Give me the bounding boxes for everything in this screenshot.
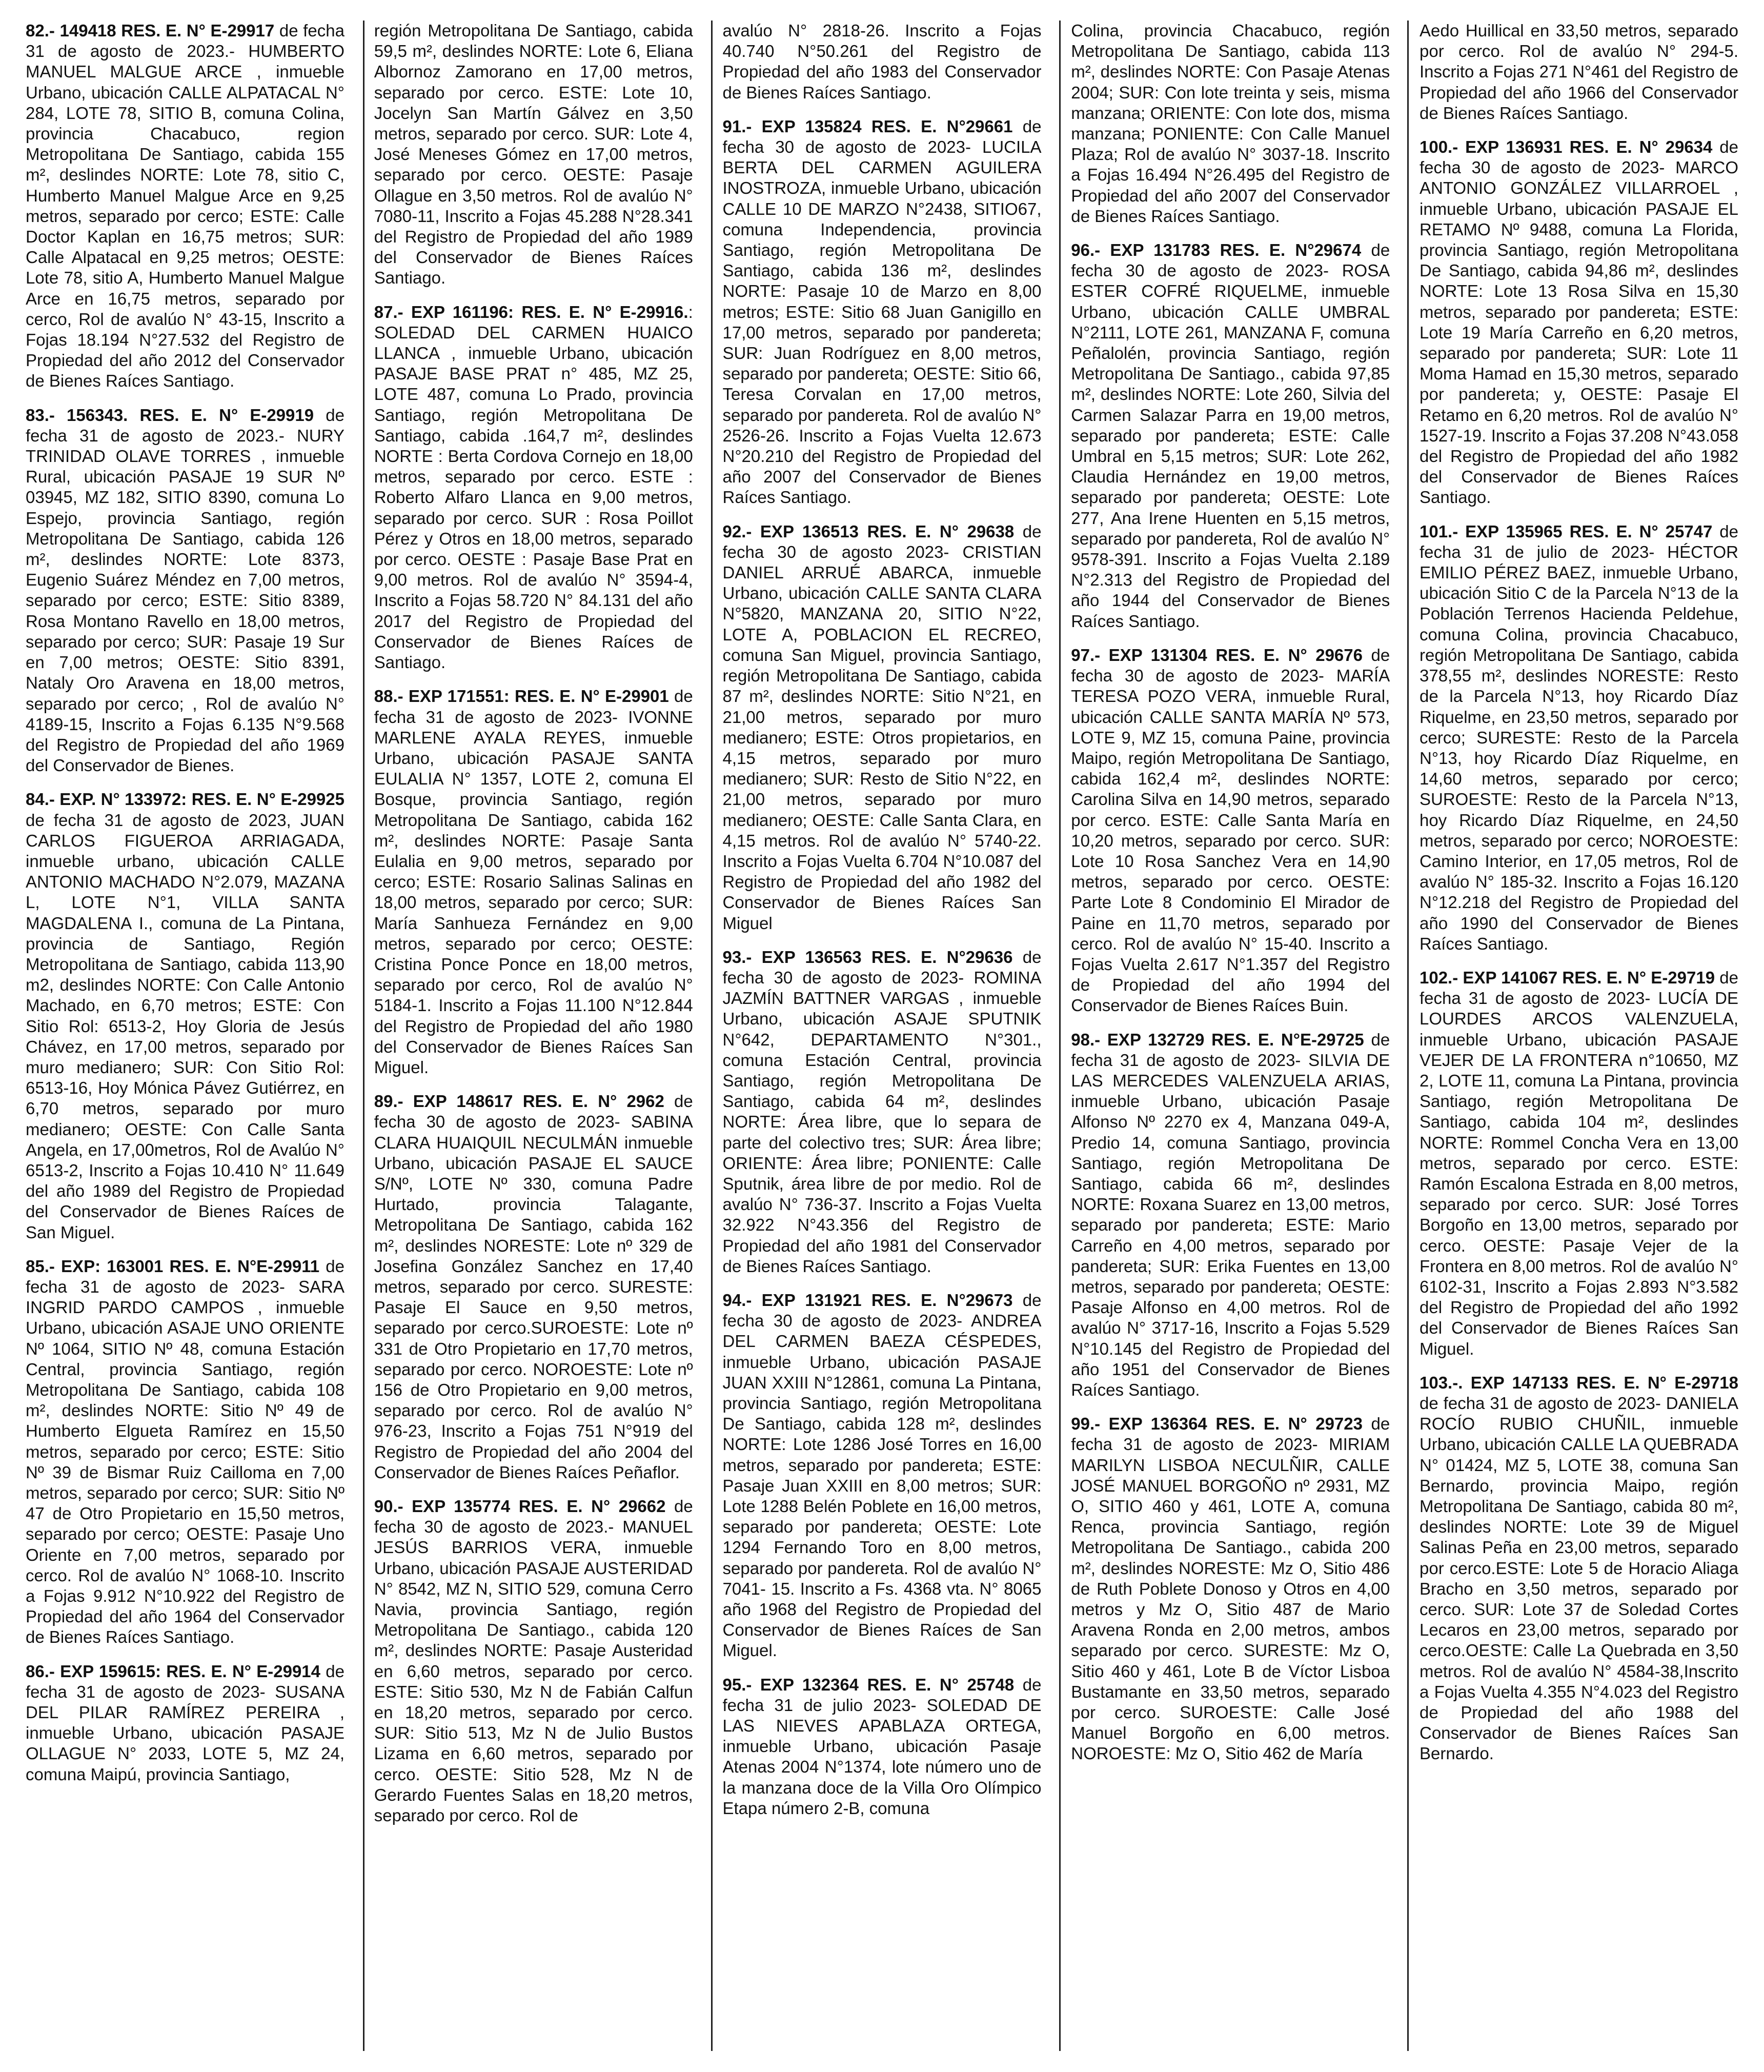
notice-heading: 89.- EXP 148617 RES. E. N° 2962	[374, 1092, 664, 1111]
notice-heading: 86.- EXP 159615: RES. E. N° E-29914	[26, 1661, 321, 1681]
notice-heading: 95.- EXP 132364 RES. E. N° 25748	[722, 1675, 1015, 1694]
notice-entry-90	[374, 1496, 693, 1826]
notice-body: de fecha 31 de agosto de 2023- SILVIA DE LAS MERCEDES VALENZUELA ARIAS, inmueble Urbano, ubicación Pasaje Alfonso Nº 2270 ex 4, Manzana 049-A, Predio 14, comuna Santiago, provincia Santiago, región Metropolitana De Santiago, cabida 66 m², deslindes NORTE: Roxana Suarez en 13,00 metros, separado por pandereta; ESTE: Mario Carreño en 4,00 metros, separado por pandereta; SUR: Erika Fuentes en 13,00 metros, separado por pandereta; OESTE: Pasaje Alfonso en 4,00 metros. Rol de avalúo N° 3717-16, Inscrito a Fojas 5.529 N°10.145 del Registro de Propiedad del año 1951 del Conservador de Bienes Raíces Santiago.	[1071, 1030, 1390, 1399]
notice-entry-102	[1420, 968, 1738, 1359]
notice-entry-97	[1071, 645, 1390, 1016]
notice-entry-88	[374, 686, 693, 1078]
notice-heading: 82.- 149418 RES. E. N° E-29917	[26, 21, 275, 40]
notice-body: de fecha 30 de agosto de 2023- SABINA CLARA HUAIQUIL NECULMÁN inmueble Urbano, ubicación PASAJE EL SAUCE S/Nº, LOTE Nº 330, comuna Padre Hurtado, provincia Talagante, Metropolitana De Santiago, cabida 162 m², deslindes NORESTE: Lote nº 329 de Josefina González Sanchez en 17,40 metros, separado por cerco. SURESTE: Pasaje El Sauce en 9,50 metros, separado por cerco.SUROESTE: Lote nº 331 de Otro Propietario en 17,70 metros, separado por cerco. NOROESTE: Lote nº 156 de Otro Propietario en 9,00 metros, separado por cerco. Rol de avalúo N° 976-23, Inscrito a Fojas 751 N°919 del Registro de Propiedad del año 2004 del Conservador de Bienes Raíces Peñaflor.	[374, 1092, 693, 1482]
notice-body: de fecha 30 de agosto de 2023- ROMINA JAZMÍN BATTNER VARGAS , inmueble Urbano, ubicación ASAJE SPUTNIK N°642, DEPARTAMENTO N°301., comuna Estación Central, provincia Santiago, región Metropolitana De Santiago, cabida 64 m², deslindes NORTE: Área libre, que lo separa de parte del colectivo tres; SUR: Área libre; ORIENTE: Área libre; PONIENTE: Calle Sputnik, área libre de por medio. Rol de avalúo N° 736-37. Inscrito a Fojas Vuelta 32.922 N°43.356 del Registro de Propiedad del año 1981 del Conservador de Bienes Raíces Santiago.	[722, 947, 1042, 1276]
notice-body: de fecha 31 de agosto de 2023- LUCÍA DE LOURDES ARCOS VALENZUELA, inmueble Urbano, ubicación PASAJE VEJER DE LA FRONTERA n°10650, MZ 2, LOTE 11, comuna La Pintana, provincia Santiago, región Metropolitana De Santiago, cabida 104 m², deslindes NORTE: Rommel Concha Vera en 13,00 metros, separado por cerco. ESTE: Ramón Escalona Estrada en 8,00 metros, separado por cerco. SUR: José Torres Borgoño en 13,00 metros, separado por cerco. OESTE: Pasaje Vejer de la Frontera en 8,00 metros. Rol de avalúo N° 6102-31, Inscrito a Fojas 2.893 N°3.582 del Registro de Propiedad del año 1992 del Conservador de Bienes Raíces San Miguel.	[1420, 968, 1738, 1358]
notice-continuation	[1071, 21, 1390, 227]
notice-body: de fecha 31 de julio 2023- SOLEDAD DE LAS NIEVES APABLAZA ORTEGA, inmueble Urbano, ubicación Pasaje Atenas 2004 N°1374, lote número uno de la manzana doce de la Villa Oro Olímpico Etapa número 2-B, comuna	[722, 1675, 1042, 1818]
newspaper-page	[26, 21, 1738, 2051]
notice-body: avalúo N° 2818-26. Inscrito a Fojas 40.740 N°50.261 del Registro de Propiedad del año 1983 del Conservador de Bienes Raíces Santiago.	[722, 21, 1042, 102]
notice-entry-94	[723, 1290, 1042, 1661]
notice-entry-99	[1071, 1414, 1390, 1764]
notice-entry-95	[723, 1675, 1042, 1819]
notice-entry-87	[374, 302, 693, 673]
notice-entry-91	[723, 116, 1042, 508]
notice-heading: 91.- EXP 135824 RES. E. N°29661	[722, 116, 1013, 136]
column-1	[26, 21, 344, 2051]
notice-body: de fecha 31 de agosto de 2023.- NURY TRINIDAD OLAVE TORRES , inmueble Rural, ubicación PASAJE 19 SUR Nº 03945, MZ 182, SITIO 8390, comuna Lo Espejo, provincia Santiago, región Metropolitana De Santiago, cabida 126 m², deslindes NORTE: Lote 8373, Eugenio Suárez Méndez en 7,00 metros, separado por cerco; ESTE: Sitio 8389, Rosa Montano Ravello en 18,00 metros, separado por cerco; SUR: Pasaje 19 Sur en 7,00 metros; OESTE: Sitio 8391, Nataly Oro Aravena en 18,00 metros, separado por cerco; , Rol de avalúo N° 4189-15, Inscrito a Fojas 6.135 N°9.568 del Registro de Propiedad del año 1969 del Conservador de Bienes.	[26, 405, 344, 775]
column-5	[1420, 21, 1738, 2051]
notice-body: : SOLEDAD DEL CARMEN HUAICO LLANCA , inmueble Urbano, ubicación PASAJE BASE PRAT n° 485, MZ 25, LOTE 487, comuna Lo Prado, provincia Santiago, región Metropolitana De Santiago, cabida .164,7 m², deslindes NORTE : Berta Cordova Cornejo en 18,00 metros, separado por cerco. ESTE : Roberto Alfaro Llanca en 9,00 metros, separado por cerco. SUR : Rosa Poillot Pérez y Otros en 18,00 metros, separado por cerco. OESTE : Pasaje Base Prat en 9,00 metros. Rol de avalúo N° 3594-4, Inscrito a Fojas 58.720 N° 84.131 del año 2017 del Registro de Propiedad del Conservador de Bienes Raíces de Santiago.	[374, 302, 693, 672]
notice-heading: 83.- 156343. RES. E. N° E-29919	[26, 405, 314, 425]
notice-body: de fecha 30 de agosto de 2023- MARCO ANTONIO GONZÁLEZ VILLARROEL , inmueble Urbano, ubicación PASAJE EL RETAMO Nº 9488, comuna La Florida, provincia Santiago, región Metropolitana De Santiago, cabida 94,86 m², deslindes NORTE: Lote 13 Rosa Silva en 15,30 metros, separado por pandereta; ESTE: Lote 19 María Carreño en 6,20 metros, separado por pandereta; SUR: Lote 11 Moma Hamad en 15,30 metros, separado por pandereta; y, OESTE: Pasaje El Retamo en 6,20 metros. Rol de avalúo N° 1527-19. Inscrito a Fojas 37.208 N°43.058 del Registro de Propiedad del año 1982 del Conservador de Bienes Raíces Santiago.	[1420, 137, 1738, 507]
notice-continuation	[374, 21, 693, 289]
notice-heading: 94.- EXP 131921 RES. E. N°29673	[722, 1290, 1013, 1310]
notice-continuation	[1420, 21, 1738, 124]
notice-heading: 92.- EXP 136513 RES. E. N° 29638	[722, 521, 1015, 541]
notice-body: de fecha 31 de agosto de 2023- SARA INGRID PARDO CAMPOS , inmueble Urbano, ubicación ASAJE UNO ORIENTE Nº 1064, SITIO Nº 48, comuna Estación Central, provincia Santiago, región Metropolitana De Santiago, cabida 108 m², deslindes NORTE: Sitio Nº 49 de Humberto Elgueta Ramírez en 15,50 metros, separado por cerco; ESTE: Sitio Nº 39 de Bismar Ruiz Cailloma en 7,00 metros, separado por cerco; SUR: Sitio Nº 47 de Otro Propietario en 15,50 metros, separado por cerco; OESTE: Pasaje Uno Oriente en 7,00 metros, separado por cerco. Rol de avalúo N° 1068-10. Inscrito a Fojas 9.912 N°10.922 del Registro de Propiedad del año 1964 del Conservador de Bienes Raíces Santiago.	[26, 1256, 344, 1647]
notice-heading: 85.- EXP: 163001 RES. E. N°E-29911	[26, 1256, 320, 1276]
notice-body: de fecha 30 de agosto 2023- CRISTIAN DANIEL ARRUÉ ABARCA, inmueble Urbano, ubicación CALLE SANTA CLARA N°5820, MANZANA 20, SITIO N°22, LOTE A, POBLACION EL RECREO, comuna San Miguel, provincia Santiago, región Metropolitana De Santiago, cabida 87 m², deslindes NORTE: Sitio N°21, en 21,00 metros, separado por muro medianero; ESTE: Otros propietarios, en 4,15 metros, separado por muro medianero; SUR: Resto de Sitio N°22, en 21,00 metros, separado por muro medianero; OESTE: Calle Santa Clara, en 4,15 metros. Rol de avalúo N° 5740-22. Inscrito a Fojas Vuelta 6.704 N°10.087 del Registro de Propiedad del año 1982 del Conservador de Bienes Raíces San Miguel	[722, 521, 1042, 933]
notice-body: de fecha 31 de agosto de 2023- IVONNE MARLENE AYALA REYES, inmueble Urbano, ubicación PASAJE SANTA EULALIA N° 1357, LOTE 2, comuna El Bosque, provincia Santiago, región Metropolitana De Santiago, cabida 162 m², deslindes NORTE: Pasaje Santa Eulalia en 9,00 metros, separado por cerco; ESTE: Rosario Salinas Salinas en 18,00 metros, separado por cerco; SUR: María Sanhueza Fernández en 9,00 metros, separado por cerco; OESTE: Cristina Ponce Ponce en 18,00 metros, separado por cerco, Rol de avalúo N° 5184-1. Inscrito a Fojas 11.100 N°12.844 del Registro de Propiedad del año 1980 del Conservador de Bienes Raíces San Miguel.	[374, 687, 693, 1077]
notice-body: de fecha 31 de agosto de 2023- SUSANA DEL PILAR RAMÍREZ PEREIRA , inmueble Urbano, ubicación PASAJE OLLAGUE N° 2033, LOTE 5, MZ 24, comuna Maipú, provincia Santiago,	[26, 1661, 344, 1784]
notice-entry-101	[1420, 521, 1738, 954]
notice-body: de fecha 30 de agosto de 2023- MARÍA TERESA POZO VERA, inmueble Rural, ubicación CALLE SANTA MARÍA Nº 573, LOTE 9, MZ 15, comuna Paine, provincia Maipo, región Metropolitana De Santiago, cabida 162,4 m², deslindes NORTE: Carolina Silva en 14,90 metros, separado por cerco. ESTE: Calle Santa María en 10,20 metros, separado por cerco. SUR: Lote 10 Rosa Sanchez Vera en 14,90 metros, separado por cerco. OESTE: Parte Lote 8 Condominio El Mirador de Paine en 11,70 metros, separado por cerco. Rol de avalúo N° 15-40. Inscrito a Fojas Vuelta 2.617 N°1.357 del Registro de Propiedad del año 1994 del Conservador de Bienes Raíces Buin.	[1071, 645, 1390, 1015]
column-3	[723, 21, 1042, 2051]
notice-heading: 90.- EXP 135774 RES. E. N° 29662	[374, 1497, 666, 1516]
notice-entry-96	[1071, 240, 1390, 632]
column-2	[374, 21, 693, 2051]
notice-entry-98	[1071, 1030, 1390, 1401]
notice-heading: 93.- EXP 136563 RES. E. N°29636	[722, 947, 1013, 967]
notice-entry-93	[723, 947, 1042, 1277]
notice-heading: 96.- EXP 131783 RES. E. N°29674	[1071, 240, 1362, 260]
notice-heading: 98.- EXP 132729 RES. E. N°E-29725	[1071, 1030, 1364, 1049]
notice-heading: 100.- EXP 136931 RES. E. N° 29634	[1420, 137, 1713, 157]
notice-heading: 99.- EXP 136364 RES. E. N° 29723	[1071, 1414, 1363, 1434]
notice-body: de fecha 30 de agosto de 2023- ANDREA DEL CARMEN BAEZA CÉSPEDES, inmueble Urbano, ubicación PASAJE JUAN XXIII N°12861, comuna La Pintana, provincia Santiago, región Metropolitana De Santiago, cabida 128 m², deslindes NORTE: Lote 1286 José Torres en 16,00 metros, separado por pandereta; ESTE: Pasaje Juan XXIII en 8,00 metros; SUR: Lote 1288 Belén Poblete en 16,00 metros, separado por pandereta; OESTE: Lote 1294 Fernando Toro en 8,00 metros, separado por pandereta. Rol de avalúo N° 7041- 15. Inscrito a Fs. 4368 vta. N° 8065 año 1968 del Registro de Propiedad del Conservador de Bienes Raíces de San Miguel.	[722, 1290, 1042, 1660]
notice-heading: 101.- EXP 135965 RES. E. N° 25747	[1420, 521, 1713, 541]
notice-entry-103	[1420, 1373, 1738, 1764]
notice-heading: 88.- EXP 171551: RES. E. N° E-29901	[374, 687, 669, 706]
notice-entry-92	[723, 521, 1042, 934]
notice-body: de fecha 30 de agosto de 2023.- MANUEL JESÚS BARRIOS VERA, inmueble Urbano, ubicación PASAJE AUSTERIDAD N° 8542, MZ N, SITIO 529, comuna Cerro Navia, provincia Santiago, región Metropolitana De Santiago., cabida 120 m², deslindes NORTE: Pasaje Austeridad en 6,60 metros, separado por cerco. ESTE: Sitio 530, Mz N de Fabián Calfun en 18,20 metros, separado por cerco. SUR: Sitio 513, Mz N de Julio Bustos Lizama en 6,60 metros, separado por cerco. OESTE: Sitio 528, Mz N de Gerardo Fuentes Salas en 18,20 metros, separado por cerco. Rol de	[374, 1497, 693, 1825]
notice-heading: 102.- EXP 141067 RES. E. N° E-29719	[1420, 968, 1715, 987]
notice-body: región Metropolitana De Santiago, cabida 59,5 m², deslindes NORTE: Lote 6, Eliana Albornoz Zamorano en 17,00 metros, separado por cerco. ESTE: Lote 10, Jocelyn San Martín Gálvez en 3,50 metros, separado por cerco. SUR: Lote 4, José Meneses Gómez en 17,00 metros, separado por cerco. OESTE: Pasaje Ollague en 3,50 metros. Rol de avalúo N° 7080-11, Inscrito a Fojas 45.288 N°28.341 del Registro de Propiedad del año 1989 del Conservador de Bienes Raíces Santiago.	[374, 21, 693, 288]
notice-entry-89	[374, 1091, 693, 1483]
notice-body: de fecha 30 de agosto de 2023- LUCILA BERTA DEL CARMEN AGUILERA INOSTROZA, inmueble Urbano, ubicación CALLE 10 DE MARZO N°2438, SITIO67, comuna Independencia, provincia Santiago, región Metropolitana De Santiago, cabida 136 m², deslindes NORTE: Pasaje 10 de Marzo en 8,00 metros; ESTE: Sitio 68 Juan Ganigillo en 17,00 metros, separado por pandereta; SUR: Juan Rodríguez en 8,00 metros, separado por pandereta; OESTE: Sitio 66, Teresa Corvalan en 17,00 metros, separado por pandereta. Rol de avalúo N° 2526-26. Inscrito a Fojas Vuelta 12.673 N°20.210 del Registro de Propiedad del año 2007 del Conservador de Bienes Raíces Santiago.	[722, 116, 1042, 507]
column-4	[1071, 21, 1390, 2051]
notice-entry-82	[26, 21, 344, 392]
notice-body: de fecha 30 de agosto de 2023- ROSA ESTER COFRÉ RIQUELME, inmueble Urbano, ubicación CALLE UMBRAL N°2111, LOTE 261, MANZANA F, comuna Peñalolén, provincia Santiago, región Metropolitana De Santiago., cabida 97,85 m², deslindes NORTE: Lote 260, Silvia del Carmen Salazar Parra en 19,00 metros, separado por pandereta; ESTE: Calle Umbral en 5,15 metros; SUR: Lote 262, Claudia Hernández en 19,00 metros, separado por pandereta; OESTE: Lote 277, Ana Irene Huenten en 5,15 metros, separado por pandereta, Rol de avalúo N° 9578-391. Inscrito a Fojas Vuelta 2.189 N°2.313 del Registro de Propiedad del año 1944 del Conservador de Bienes Raíces Santiago.	[1071, 240, 1390, 631]
notice-body: de fecha 31 de agosto de 2023.- HUMBERTO MANUEL MALGUE ARCE , inmueble Urbano, ubicación CALLE ALPATACAL N° 284, LOTE 78, SITIO B, comuna Colina, provincia Chacabuco, region Metropolitana De Santiago, cabida 155 m², deslindes NORTE: Lote 78, sitio C, Humberto Manuel Malgue Arce en 9,25 metros, separado por cerco; ESTE: Calle Doctor Kaplan en 16,75 metros; SUR: Calle Alpatacal en 9,25 metros; OESTE: Lote 78, sitio A, Humberto Manuel Malgue Arce en 16,75 metros, separado por cerco, Rol de avalúo N° 43-15, Inscrito a Fojas 18.194 N°27.532 del Registro de Propiedad del año 2012 del Conservador de Bienes Raíces Santiago.	[26, 21, 344, 391]
notice-body: Aedo Huillical en 33,50 metros, separado por cerco. Rol de avalúo N° 294-5. Inscrito a Fojas 271 N°461 del Registro de Propiedad del año 1966 del Conservador de Bienes Raíces Santiago.	[1420, 21, 1738, 123]
notice-heading: 84.- EXP. N° 133972: RES. E. N° E-29925	[26, 790, 344, 809]
notice-entry-84	[26, 789, 344, 1242]
notice-heading: 103.-. EXP 147133 RES. E. N° E-29718	[1420, 1373, 1738, 1392]
notice-body: de fecha 31 de agosto de 2023- MIRIAM MARILYN LISBOA NECULÑIR, CALLE JOSÉ MANUEL BORGOÑO nº 2931, MZ O, SITIO 460 y 461, LOTE A, comuna Renca, provincia Santiago, región Metropolitana De Santiago., cabida 200 m², deslindes NORESTE: Mz O, Sitio 486 de Ruth Poblete Donoso y Otros en 4,00 metros y Mz O, Sitio 487 de Mario Aravena Ronda en 2,00 metros, ambos separado por cerco. SURESTE: Mz O, Sitio 460 y 461, Lote B de Víctor Lisboa Bustamante en 33,50 metros, separado por cerco. SUROESTE: Calle José Manuel Borgoño en 6,00 metros. NOROESTE: Mz O, Sitio 462 de María	[1071, 1414, 1390, 1763]
notice-body: de fecha 31 de julio de 2023- HÉCTOR EMILIO PÉREZ BAEZ, inmueble Urbano, ubicación Sitio C de la Parcela N°13 de la Población Terrenos Hacienda Peldehue, comuna Colina, provincia Chacabuco, región Metropolitana De Santiago, cabida 378,55 m², deslindes NORESTE: Resto de la Parcela N°13, hoy Ricardo Díaz Riquelme, en 23,50 metros, separado por cerco; SURESTE: Resto de la Parcela N°13, hoy Ricardo Díaz Riquelme, en 14,60 metros, separado por cerco; SUROESTE: Resto de la Parcela N°13, hoy Ricardo Díaz Riquelme, en 24,50 metros, separado por cerco; NOROESTE: Camino Interior, en 17,05 metros, Rol de avalúo N° 185-32. Inscrito a Fojas 16.120 N°12.218 del Registro de Propiedad del año 1990 del Conservador de Bienes Raíces Santiago.	[1420, 521, 1738, 953]
notice-continuation	[723, 21, 1042, 103]
notice-entry-86	[26, 1661, 344, 1785]
notice-entry-83	[26, 405, 344, 776]
notice-entry-100	[1420, 137, 1738, 508]
notice-entry-85	[26, 1256, 344, 1648]
notice-heading: 87.- EXP 161196: RES. E. N° E-29916.	[374, 302, 688, 321]
notice-body: de fecha 31 de agosto de 2023, JUAN CARLOS FIGUEROA ARRIAGADA, inmueble urbano, ubicación CALLE ANTONIO MACHADO N°2.079, MAZANA L, LOTE N°1, VILLA SANTA MAGDALENA I., comuna de La Pintana, provincia de Santiago, Región Metropolitana de Santiago, cabida 113,90 m2, deslindes NORTE: Con Calle Antonio Machado, en 6,70 metros; ESTE: Con Sitio Rol: 6513-2, Hoy Gloria de Jesús Chávez, en 17,00 metros, separado por muro medianero; SUR: Con Sitio Rol: 6513-16, Hoy Mónica Pávez Gutiérrez, en 6,70 metros, separado por muro medianero; OESTE: Con Calle Santa Angela, en 17,00metros, Rol de Avalúo N° 6513-2, Inscrito a Fojas 10.410 N° 11.649 del año 1989 del Registro de Propiedad del Conservador de Bienes Raíces de San Miguel.	[26, 810, 344, 1242]
notice-body: Colina, provincia Chacabuco, región Metropolitana De Santiago, cabida 113 m², deslindes NORTE: Con Pasaje Atenas 2004; SUR: Con lote treinta y seis, misma manzana; ORIENTE: Con lote dos, misma manzana; PONIENTE: Con Calle Manuel Plaza; Rol de avalúo N° 3037-18. Inscrito a Fojas 16.494 N°26.495 del Registro de Propiedad del año 2007 del Conservador de Bienes Raíces Santiago.	[1071, 21, 1390, 226]
notice-heading: 97.- EXP 131304 RES. E. N° 29676	[1071, 645, 1363, 665]
notice-body: de fecha 31 de agosto de 2023- DANIELA ROCÍO RUBIO CHUÑIL, inmueble Urbano, ubicación CALLE LA QUEBRADA N° 01424, MZ 5, LOTE 38, comuna San Bernardo, provincia Maipo, región Metropolitana De Santiago, cabida 80 m², deslindes NORTE: Lote 39 de Miguel Salinas Peña en 23,00 metros, separado por cerco.ESTE: Lote 5 de Horacio Aliaga Bracho en 3,50 metros, separado por cerco. SUR: Lote 37 de Soledad Cortes Lecaros en 23,00 metros, separado por cerco.OESTE: Calle La Quebrada en 3,50 metros. Rol de avalúo N° 4584-38,Inscrito a Fojas Vuelta 4.355 N°4.023 del Registro de Propiedad del año 1988 del Conservador de Bienes Raíces San Bernardo.	[1420, 1394, 1738, 1763]
